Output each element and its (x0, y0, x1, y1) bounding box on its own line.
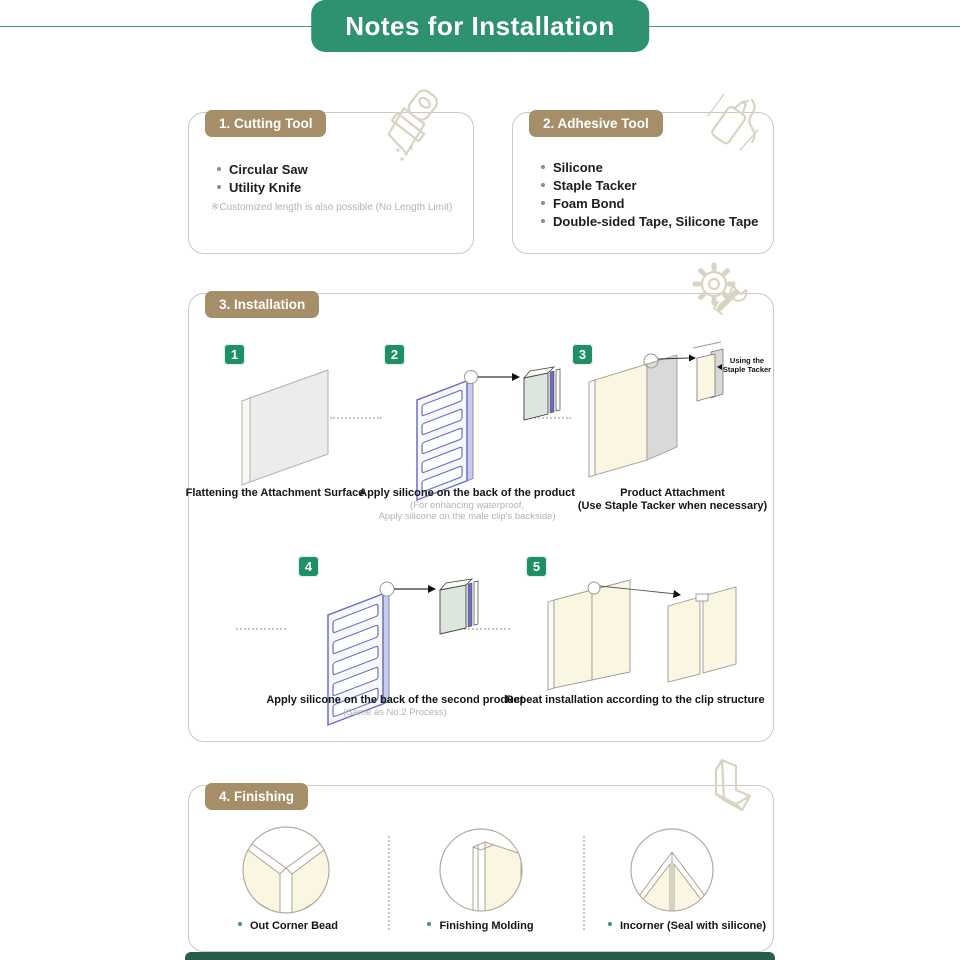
caption-subtext: Apply silicone on the male clip's backside) (378, 511, 556, 522)
gear-wrench-icon (690, 262, 752, 324)
arrow-head (673, 590, 681, 598)
bullet-icon (608, 922, 612, 926)
step3-attachment-illustration (585, 338, 725, 488)
bullet-icon (427, 922, 431, 926)
step-number-badge: 3 (572, 344, 593, 365)
caption-subtext: (Same as No.2 Process) (343, 707, 447, 718)
finishing-molding-illustration (437, 826, 525, 914)
glue-tube-icon (700, 86, 772, 162)
caption-text: Apply silicone on the back of the product (359, 487, 575, 499)
bullet-icon (541, 201, 545, 205)
cutting-tool-note: ※Customized length is also possible (No Length Limit) (211, 202, 453, 213)
step-number-badge: 5 (526, 556, 547, 577)
list-item (541, 177, 758, 195)
installation-heading: 3. Installation (205, 291, 319, 318)
dotted-connector (330, 417, 382, 419)
next-section-bar (185, 952, 775, 960)
step-number-badge: 2 (384, 344, 405, 365)
arrow-line (658, 358, 689, 359)
saw-icon (368, 84, 448, 166)
list-item-label: Utility Knife (229, 180, 302, 195)
bullet-icon (217, 185, 221, 189)
step1-panel-illustration (228, 364, 338, 489)
dotted-separator (388, 836, 390, 930)
finishing-item-label: Finishing Molding (439, 920, 534, 932)
step3-caption (565, 487, 780, 513)
caption-subtext: (For enhancing waterproof, (409, 500, 525, 511)
finishing-heading: 4. Finishing (205, 783, 308, 810)
step-number-badge: 1 (224, 344, 245, 365)
dotted-connector (236, 628, 286, 630)
out-corner-bead-illustration (240, 824, 332, 916)
arrow-head (512, 373, 520, 381)
list-item-label: Silicone (553, 160, 603, 175)
step2-silicone-illustration (392, 350, 562, 500)
list-item-label: Staple Tacker (553, 178, 637, 193)
cutting-tool-heading: 1. Cutting Tool (205, 110, 326, 137)
finishing-item (218, 920, 358, 932)
finishing-item-label: Incorner (Seal with silicone) (619, 920, 767, 932)
caption-text: Apply silicone on the back of the second product (266, 694, 524, 706)
corner-molding-icon (702, 756, 758, 816)
cutting-tool-list (217, 161, 308, 197)
detail-circle-marker (465, 371, 478, 384)
list-item-label: Foam Bond (553, 196, 625, 211)
caption-text: Flattening the Attachment Surface (185, 487, 365, 499)
finishing-item (592, 920, 782, 932)
list-item (541, 213, 758, 231)
dotted-separator (583, 836, 585, 930)
step5-caption (495, 694, 775, 707)
caption-text: Product Attachment (620, 487, 725, 499)
caption-subtext: (Use Staple Tacker when necessary) (577, 500, 768, 512)
adhesive-tool-list (541, 159, 758, 231)
bullet-icon (238, 922, 242, 926)
finishing-item (408, 920, 553, 932)
bullet-icon (541, 219, 545, 223)
list-item (217, 161, 308, 179)
caption-text: Repeat installation according to the clip structure (505, 694, 765, 706)
bullet-icon (541, 183, 545, 187)
step-number-badge: 4 (298, 556, 319, 577)
list-item-label: Double-sided Tape, Silicone Tape (553, 214, 759, 229)
bullet-icon (217, 167, 221, 171)
page-title: Notes for Installation (311, 0, 649, 52)
bullet-icon (541, 165, 545, 169)
arrow-head (689, 355, 696, 362)
list-item (217, 179, 308, 197)
step2-caption (358, 487, 576, 522)
list-item (541, 195, 758, 213)
incorner-illustration (628, 826, 716, 914)
step3-annotation: Using the Staple Tacker (722, 356, 772, 374)
adhesive-tool-heading: 2. Adhesive Tool (529, 110, 663, 137)
step1-caption (185, 487, 365, 500)
step5-repeat-illustration (540, 560, 760, 710)
finishing-item-label: Out Corner Bead (249, 920, 338, 932)
arrow-head (428, 585, 436, 593)
detail-circle-marker (380, 582, 394, 596)
list-item-label: Circular Saw (229, 162, 308, 177)
detail-circle-marker (588, 582, 600, 594)
